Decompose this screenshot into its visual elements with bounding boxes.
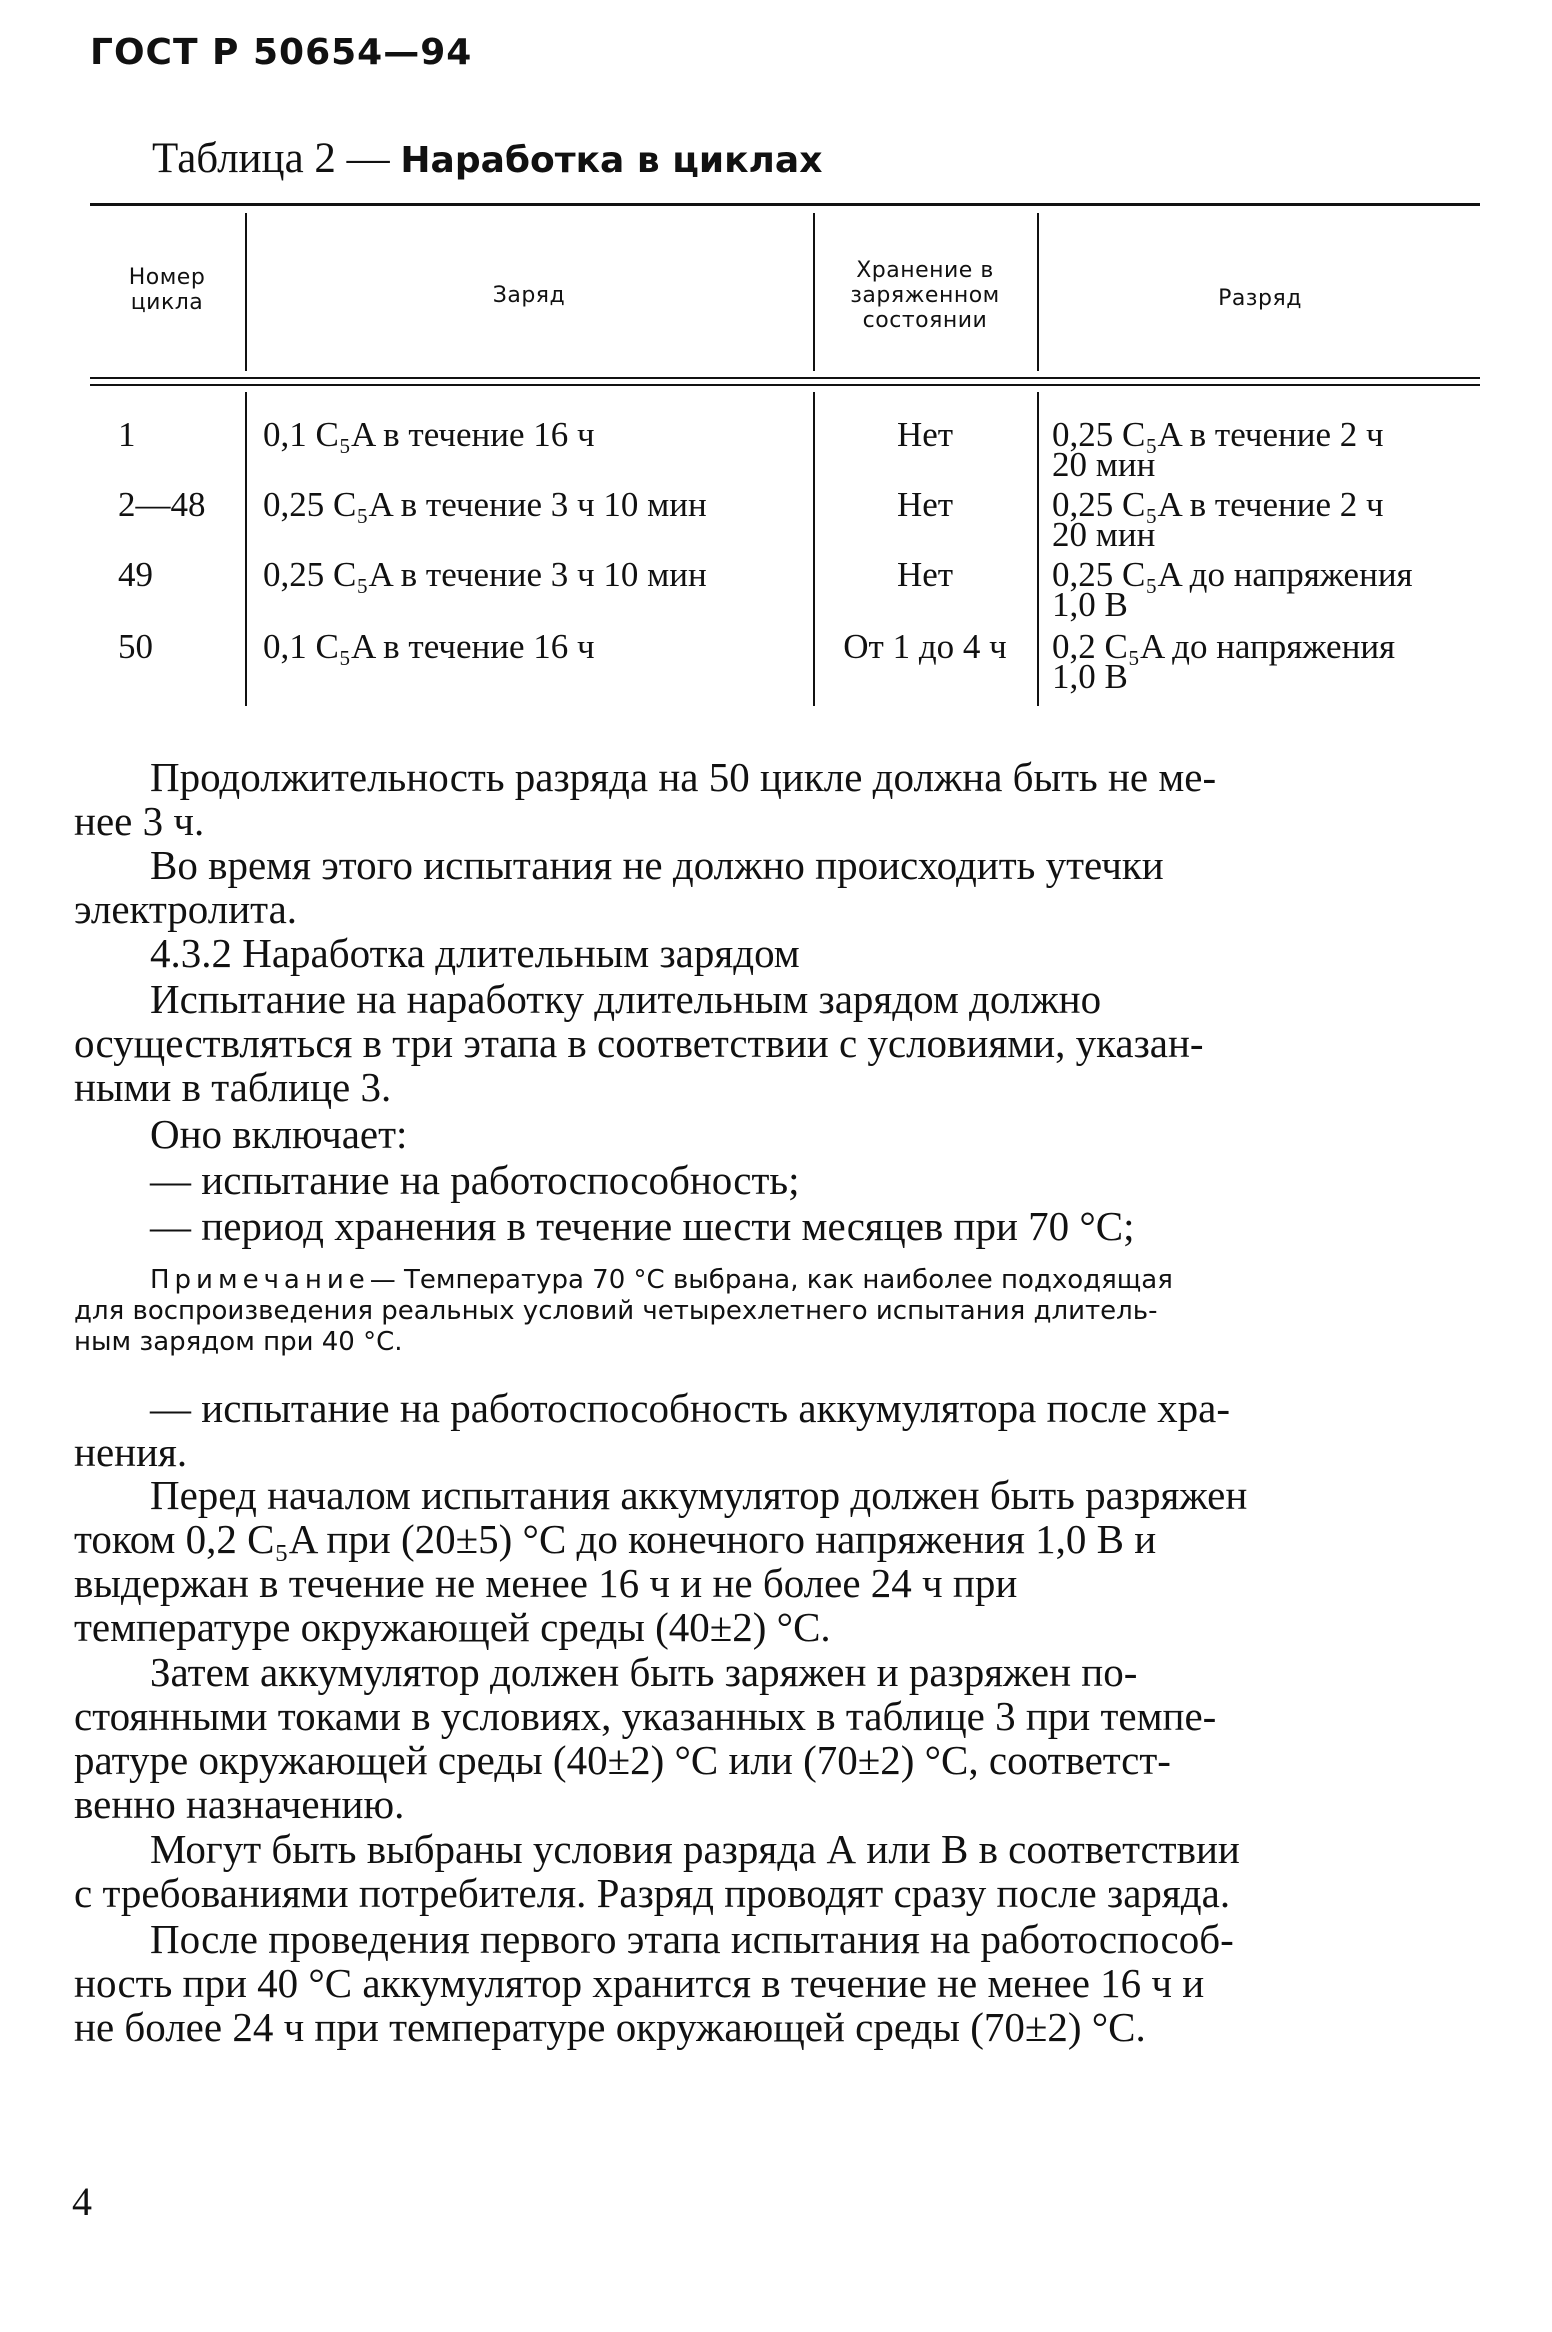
- table-col-sep-3: [1037, 213, 1039, 371]
- table-cell-discharge: 0,25 C₅A в течение 2 ч 20 мин: [1052, 485, 1384, 554]
- table-cell-charge: 0,1 C₅A в течение 16 ч: [263, 415, 595, 454]
- paragraph-storage: После проведения первого этапа испытания на работоспособ- ность при 40 °С аккумулятор хранится в течение не менее 16 ч и не более 24 ч при температуре окружающей среды (70±2) °С.: [74, 1916, 1234, 2050]
- list-item: — испытание на работоспособность аккумулятора после хра- нения.: [74, 1385, 1230, 1475]
- table-col-sep-3-body: [1037, 392, 1039, 706]
- table-caption-title: Наработка в циклах: [400, 140, 823, 181]
- table-cell-storage: От 1 до 4 ч: [843, 627, 1007, 666]
- table-header-rule-1: [90, 377, 1480, 379]
- table-top-rule: [90, 203, 1480, 206]
- column-header-cycle: Номер цикла: [128, 265, 206, 315]
- table-col-sep-2-body: [813, 392, 815, 706]
- table-header-rule-2: [90, 384, 1480, 386]
- page-number: 4: [72, 2179, 92, 2224]
- table-cell-storage: Нет: [896, 415, 954, 454]
- section-heading: 4.3.2 Наработка длительным зарядом: [150, 930, 800, 976]
- table-caption: [152, 134, 822, 183]
- table-caption-number: Таблица 2 —: [152, 135, 401, 182]
- table-cell-cycle: 1: [118, 415, 136, 454]
- table-cell-cycle: 2—48: [118, 485, 206, 524]
- column-header-charge: Заряд: [492, 283, 566, 308]
- note-block: Примечание— Температура 70 °С выбрана, как наиболее подходящая для воспроизведения реальных условий четырехлетнего испытания длитель- ным зарядом при 40 °С.: [74, 1265, 1173, 1357]
- table-cell-charge: 0,25 C₅A в течение 3 ч 10 мин: [263, 555, 707, 594]
- table-col-sep-1: [245, 213, 247, 371]
- column-header-discharge: Разряд: [1218, 286, 1302, 311]
- paragraph-includes: Оно включает:: [150, 1111, 408, 1157]
- paragraph-discharge-conditions: Могут быть выбраны условия разряда А или В в соответствии с требованиями потребителя. Разряд проводят сразу после заряда.: [74, 1826, 1240, 1916]
- table-cell-cycle: 49: [118, 555, 153, 594]
- table-cell-charge: 0,1 C₅A в течение 16 ч: [263, 627, 595, 666]
- list-item: — период хранения в течение шести месяцев при 70 °С;: [150, 1203, 1135, 1249]
- table-col-sep-1-body: [245, 392, 247, 706]
- paragraph-charge-discharge: Затем аккумулятор должен быть заряжен и разряжен по- стоянными токами в условиях, указанных в таблице 3 при темпе- ратуре окружающей среды (40±2) °С или (70±2) °С, соответст- венно назначению.: [74, 1649, 1217, 1827]
- table-cell-storage: Нет: [896, 555, 954, 594]
- note-label: Примечание: [150, 1265, 370, 1295]
- table-cell-discharge: 0,25 C₅A в течение 2 ч 20 мин: [1052, 415, 1384, 484]
- standard-id: ГОСТ Р 50654—94: [90, 32, 473, 73]
- table-cell-cycle: 50: [118, 627, 153, 666]
- table-cell-discharge: 0,2 C₅A до напряжения 1,0 В: [1052, 627, 1396, 696]
- paragraph-test-stages: Испытание на наработку длительным зарядом должно осуществляться в три этапа в соответствии с условиями, указан- ными в таблице 3.: [74, 976, 1204, 1110]
- paragraph-discharge-duration: Продолжительность разряда на 50 цикле должна быть не ме- нее 3 ч.: [74, 754, 1217, 844]
- paragraph-electrolyte: Во время этого испытания не должно происходить утечки электролита.: [74, 842, 1164, 932]
- table-col-sep-2: [813, 213, 815, 371]
- table-cell-charge: 0,25 C₅A в течение 3 ч 10 мин: [263, 485, 707, 524]
- list-item: — испытание на работоспособность;: [150, 1157, 800, 1203]
- table-cell-discharge: 0,25 C₅A до напряжения 1,0 В: [1052, 555, 1413, 624]
- table-cell-storage: Нет: [896, 485, 954, 524]
- paragraph-before-test: Перед началом испытания аккумулятор должен быть разряжен током 0,2 C₅A при (20±5) °С до конечного напряжения 1,0 В и выдержан в течение не менее 16 ч и не более 24 ч при температуре окружающей среды (40±2) °С.: [74, 1472, 1248, 1650]
- column-header-storage: Хранение в заряженном состоянии: [850, 258, 1000, 333]
